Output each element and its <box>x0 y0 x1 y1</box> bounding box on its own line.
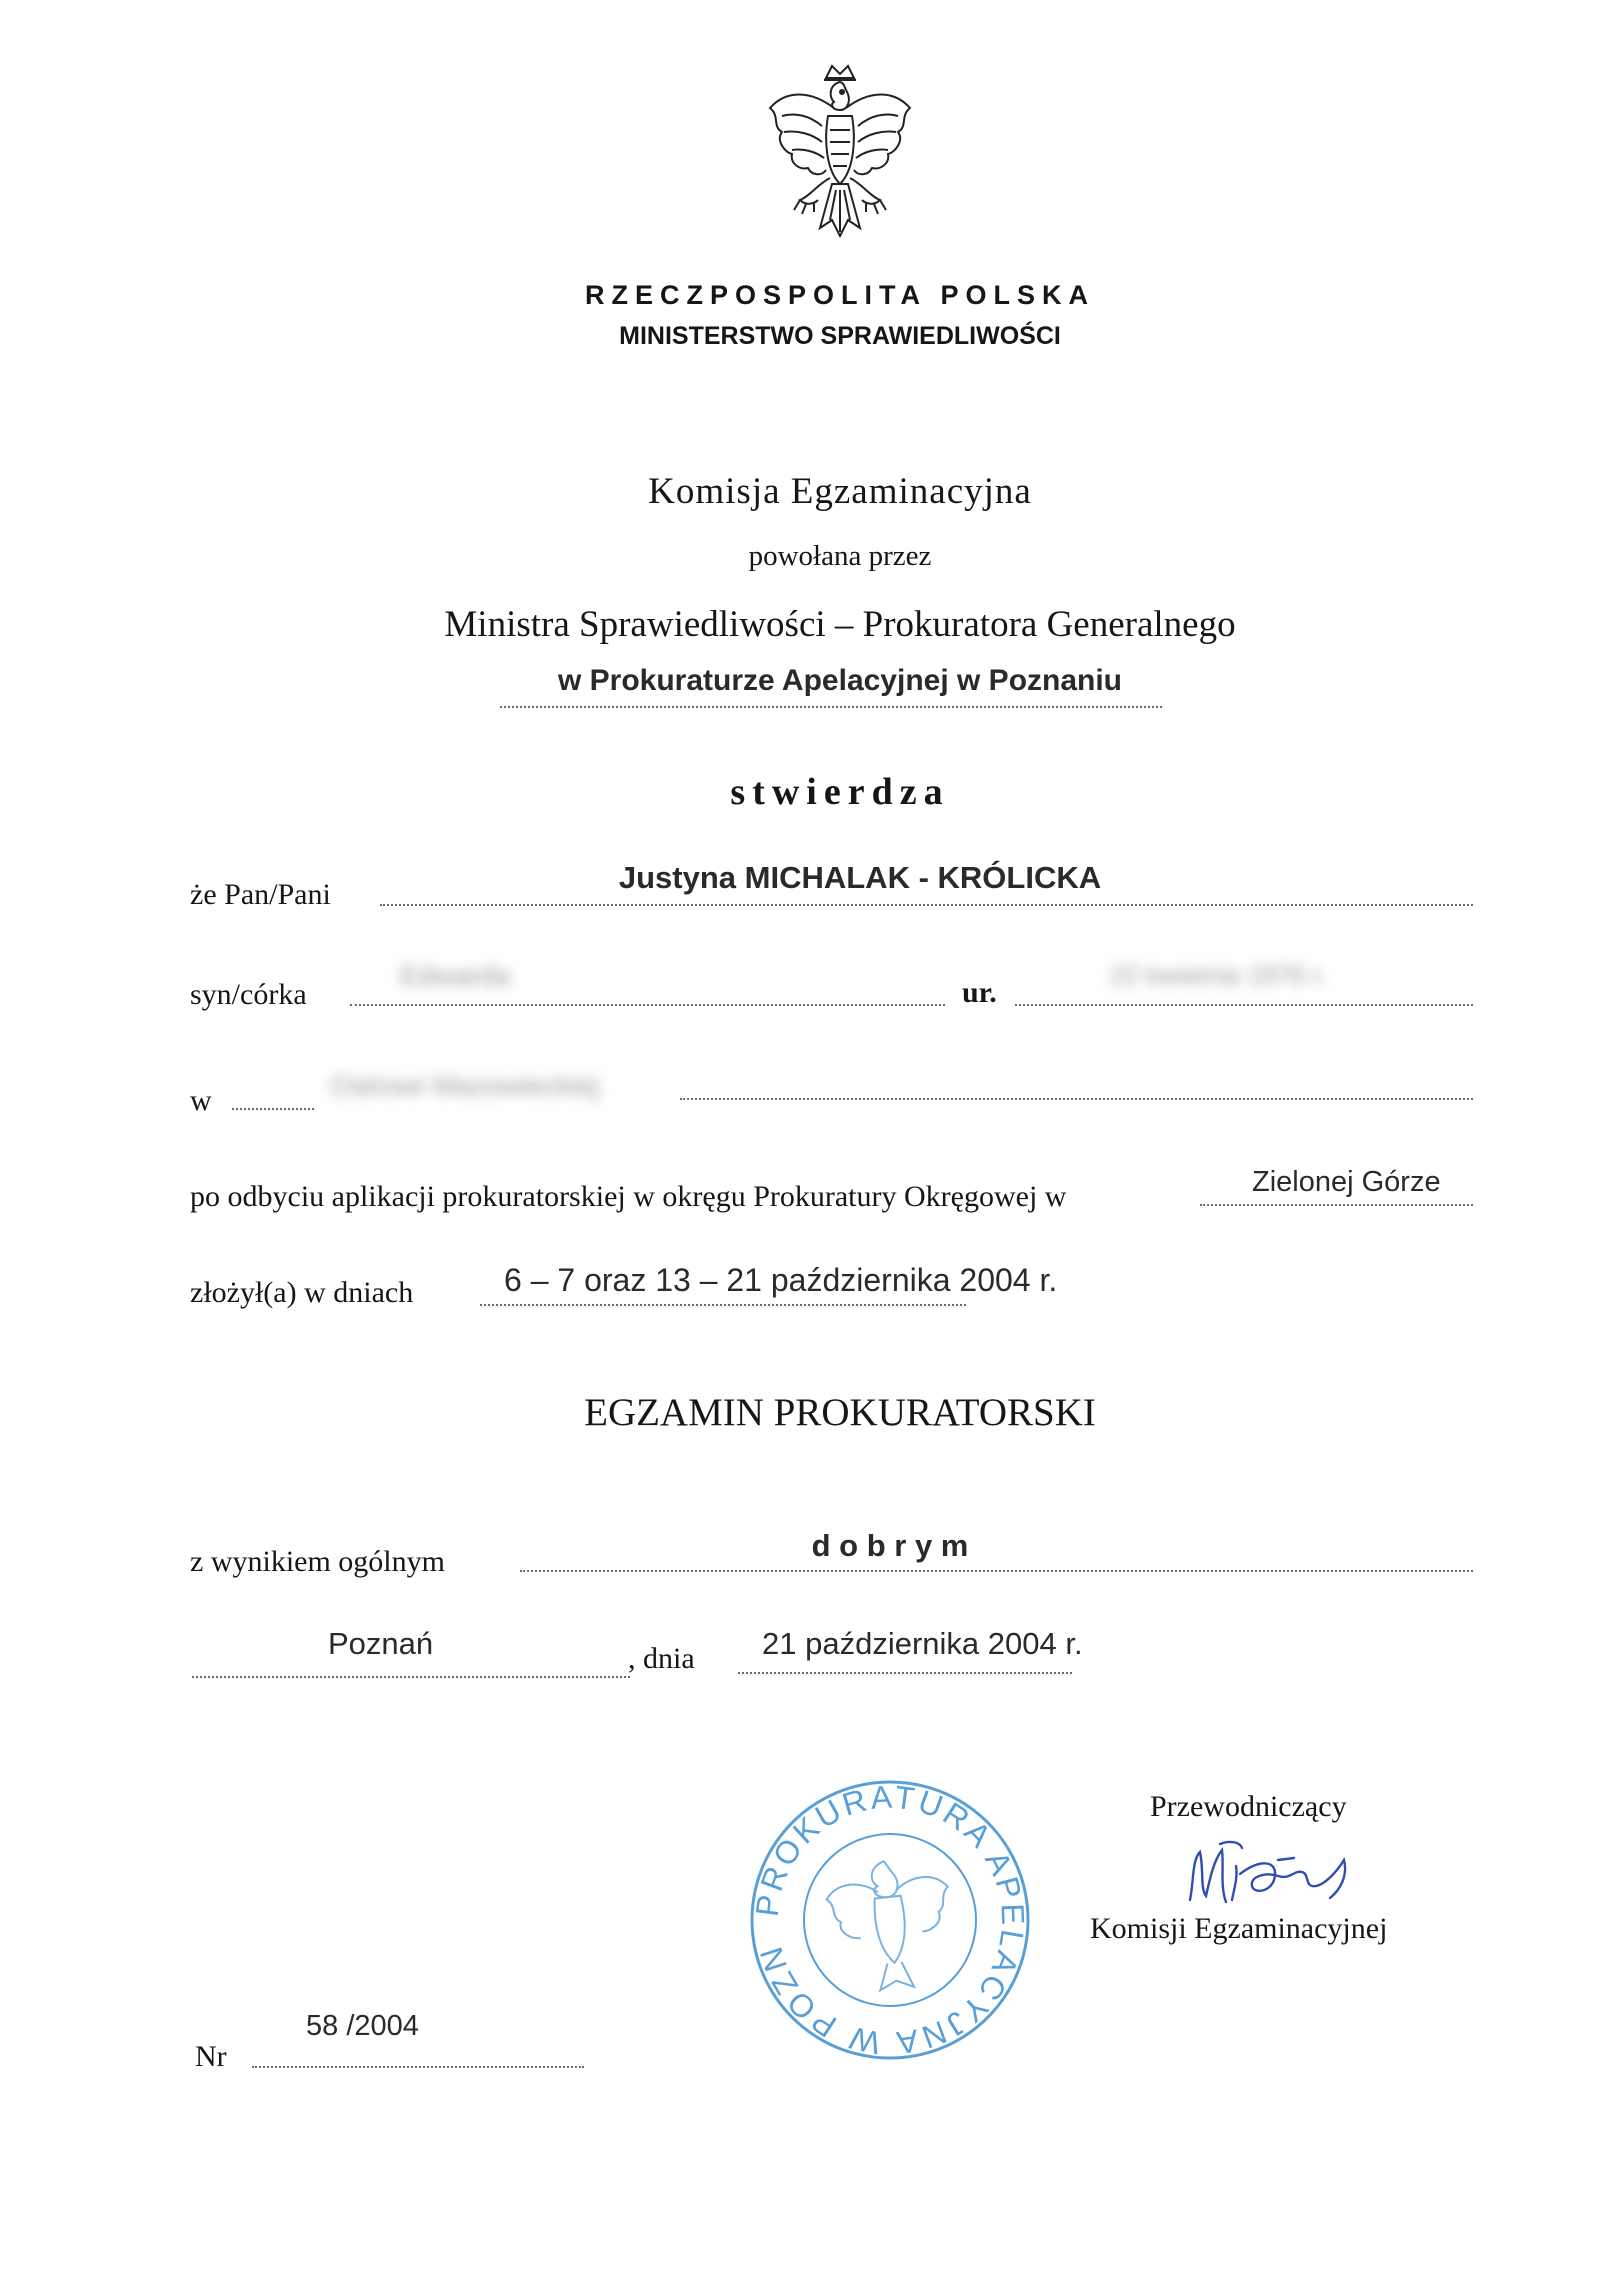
place-line-left <box>232 1108 314 1110</box>
exam-title: EGZAMIN PROKURATORSKI <box>584 1391 1096 1434</box>
appointed-by-text: powołana przez <box>748 540 932 572</box>
chairman-label: Przewodniczący <box>1150 1790 1347 1823</box>
name-line <box>380 904 1473 906</box>
mr-mrs-label: że Pan/Pani <box>190 878 331 911</box>
exam-dates: 6 – 7 oraz 13 – 21 października 2004 r. <box>504 1262 1058 1298</box>
commission-chair-label: Komisji Egzaminacyjnej <box>1090 1912 1388 1945</box>
issue-date: 21 października 2004 r. <box>762 1626 1083 1661</box>
office-seat-line <box>500 706 1162 708</box>
ministry-name: MINISTERSTWO SPRAWIEDLIWOŚCI <box>619 322 1061 350</box>
number-label: Nr <box>195 2040 227 2073</box>
overall-result: d o b r y m <box>811 1528 969 1563</box>
place-line-right <box>680 1098 1473 1100</box>
parent-name-redacted: Edwarda <box>400 960 511 991</box>
certificate-number: 58 /2004 <box>306 2010 419 2042</box>
states-heading: stwierdza <box>730 771 950 813</box>
white-eagle-emblem-icon <box>760 60 920 250</box>
parent-line <box>350 1004 945 1006</box>
number-line <box>252 2066 584 2068</box>
son-daughter-label: syn/córka <box>190 978 307 1011</box>
stamp-text: PROKURATURA APELACYJNA W POZNANIU <box>730 1760 1032 2062</box>
born-label: ur. <box>962 976 997 1009</box>
training-line <box>1200 1204 1473 1206</box>
minister-title: Ministra Sprawiedliwości – Prokuratora Generalnego <box>444 604 1236 645</box>
training-district: Zielonej Górze <box>1252 1166 1441 1198</box>
born-line <box>1015 1004 1473 1006</box>
place-label: w <box>190 1084 212 1117</box>
office-seat: w Prokuraturze Apelacyjnej w Poznaniu <box>557 664 1123 697</box>
holder-name: Justyna MICHALAK - KRÓLICKA <box>618 860 1102 895</box>
result-label: z wynikiem ogólnym <box>190 1545 445 1578</box>
commission-title: Komisja Egzaminacyjna <box>648 471 1032 512</box>
birth-date-redacted: 22 kwietnia 1976 r. <box>1110 960 1327 990</box>
passed-label: złożył(a) w dniach <box>190 1276 414 1309</box>
svg-text:PROKURATURA APELACYJNA W POZNA <box>731 1761 1046 2077</box>
date-line <box>738 1672 1072 1674</box>
training-label: po odbyciu aplikacji prokuratorskiej w okręgu Prokuratury Okręgowej w <box>190 1180 1067 1213</box>
result-line <box>520 1570 1473 1572</box>
passed-line <box>480 1304 966 1306</box>
official-stamp <box>730 1760 1035 2065</box>
city-line <box>192 1676 630 1678</box>
chairman-signature <box>1170 1830 1370 1920</box>
issue-city: Poznań <box>328 1626 434 1661</box>
birth-place-redacted: Ostrowi Mazowieckiej <box>330 1070 600 1101</box>
date-label: , dnia <box>628 1642 695 1675</box>
country-name: RZECZPOSPOLITA POLSKA <box>584 280 1095 310</box>
